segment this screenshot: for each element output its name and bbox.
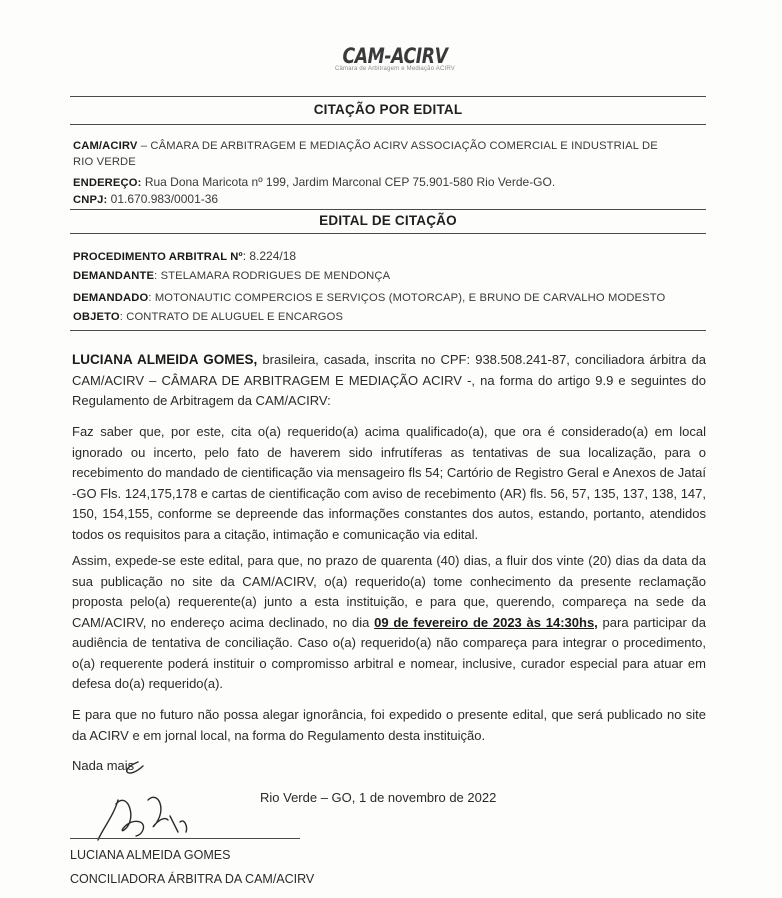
object-value: : CONTRATO DE ALUGUEL E ENCARGOS — [119, 311, 344, 323]
signer-role: CONCILIADORA ÁRBITRA DA CAM/ACIRV — [70, 872, 315, 886]
top-rule — [70, 96, 706, 97]
edital-bottom-rule — [70, 233, 706, 234]
plaintiff-value: : STELAMARA RODRIGUES DE MENDONÇA — [154, 270, 391, 282]
conciliator-name: LUCIANA ALMEIDA GOMES, — [72, 352, 258, 367]
cnpj-label: CNPJ: — [73, 194, 108, 206]
case-bottom-rule — [70, 330, 706, 331]
cam-acirv-logo — [330, 44, 460, 72]
summons-text-after: para participar da audiência de tentativa de conciliação. Caso o(a) requerido(a) não compareça para integrar o procedimento, o(a) requerente poderá instituir o compromisso arbitral e nomear, inclusive, curador especial para atuar em defesa do(a) requerido(a). — [72, 614, 707, 691]
procedure-value: : 8.224/18 — [242, 249, 297, 263]
address-line — [73, 175, 555, 189]
defendant-value: : MOTONAUTIC COMPERCIOS E SERVIÇOS (MOTORCAP), E BRUNO DE CARVALHO MODESTO — [148, 292, 666, 304]
defendant-label: DEMANDADO — [73, 292, 149, 304]
cnpj-value: 01.670.983/0001-36 — [107, 192, 219, 206]
place-date: Rio Verde – GO, 1 de novembro de 2022 — [260, 790, 497, 805]
institution-name-label: CAM/ACIRV — [73, 140, 138, 152]
address-label: ENDEREÇO: — [73, 177, 142, 189]
signature-line — [70, 838, 300, 839]
plaintiff-label: DEMANDANTE — [73, 270, 155, 282]
procedure-line — [73, 249, 296, 263]
procedure-label: PROCEDIMENTO ARBITRAL Nº — [73, 251, 243, 263]
signer-name: LUCIANA ALMEIDA GOMES — [70, 848, 231, 862]
paragraph-intro — [72, 350, 706, 412]
summons-text-before: Assim, expede-se este edital, para que, no prazo de quarenta (40) dias, a fluir dos vinte (20) dias da data da sua publicação no site da CAM/ACIRV, o(a) requerido(a) tome conhecimento da presente reclamação proposta pelo(a) requerente(a) junto a esta instituição, e para que, querendo, compareça na sede da CAM/ACIRV, no endereço acima declinado, no dia — [72, 553, 706, 630]
intro-text: brasileira, casada, inscrita no CPF: 938.508.241-87, conciliadora árbitra da CAM/ACIRV – CÂMARA DE ARBITRAGEM E MEDIAÇÃO ACIRV -, na forma do artigo 9.9 e seguintes do Regulamento de Arbitragem da CAM/ACIRV: — [72, 352, 706, 408]
object-line — [73, 309, 343, 323]
document-title: CITAÇÃO POR EDITAL — [313, 102, 463, 117]
institution-name-line — [73, 140, 658, 152]
hearing-date: 09 de fevereiro de 2023 às 14:30hs, — [374, 614, 598, 630]
address-value: Rua Dona Maricota nº 199, Jardim Marconal CEP 75.901-580 Rio Verde-GO. — [141, 175, 556, 189]
object-label: OBJETO — [73, 311, 120, 323]
edital-title: EDITAL DE CITAÇÃO — [319, 213, 457, 228]
plaintiff-line — [73, 268, 390, 282]
handwritten-signature — [88, 760, 198, 844]
title-rule — [70, 124, 706, 125]
institution-name-value: – CÂMARA DE ARBITRAGEM E MEDIAÇÃO ACIRV ASSOCIAÇÃO COMERCIAL E INDUSTRIAL DE — [137, 140, 658, 152]
paragraph-summons — [72, 551, 706, 695]
cnpj-line — [73, 192, 218, 206]
institution-name-cont: RIO VERDE — [73, 156, 136, 168]
logo-subtitle: Câmara de Arbitragem e Mediação ACIRV — [334, 66, 455, 72]
defendant-line — [73, 290, 665, 304]
paragraph-citation: Faz saber que, por este, cita o(a) requerido(a) acima qualificado(a), que ora é considerado(a) em local ignorado ou incerto, pelo fato de haverem sido infrutíferas as tentativas de sua localização, para o recebimento do mandado de cientificação via mensageiro fls 54; Cartório de Registro Geral e Anexos de Jataí -GO Fls. 124,175,178 e cartas de cientificação com aviso de recebimento (AR) fls. 56, 57, 135, 137, 138, 147, 150, 154,155, conforme se depreende das informações constantes dos autos, estando, portanto, atendidos todos os requisitos para a citação, intimação e comunicação via edital. — [72, 424, 706, 542]
paragraph-publication: E para que no futuro não possa alegar ignorância, foi expedido o presente edital, que será publicado no site da ACIRV e em jornal local, na forma do Regulamento desta instituição. — [72, 707, 706, 743]
logo-text: CAM-ACIRV — [342, 44, 448, 68]
edital-top-rule — [70, 209, 706, 210]
nada-mais: Nada mais — [72, 758, 135, 773]
